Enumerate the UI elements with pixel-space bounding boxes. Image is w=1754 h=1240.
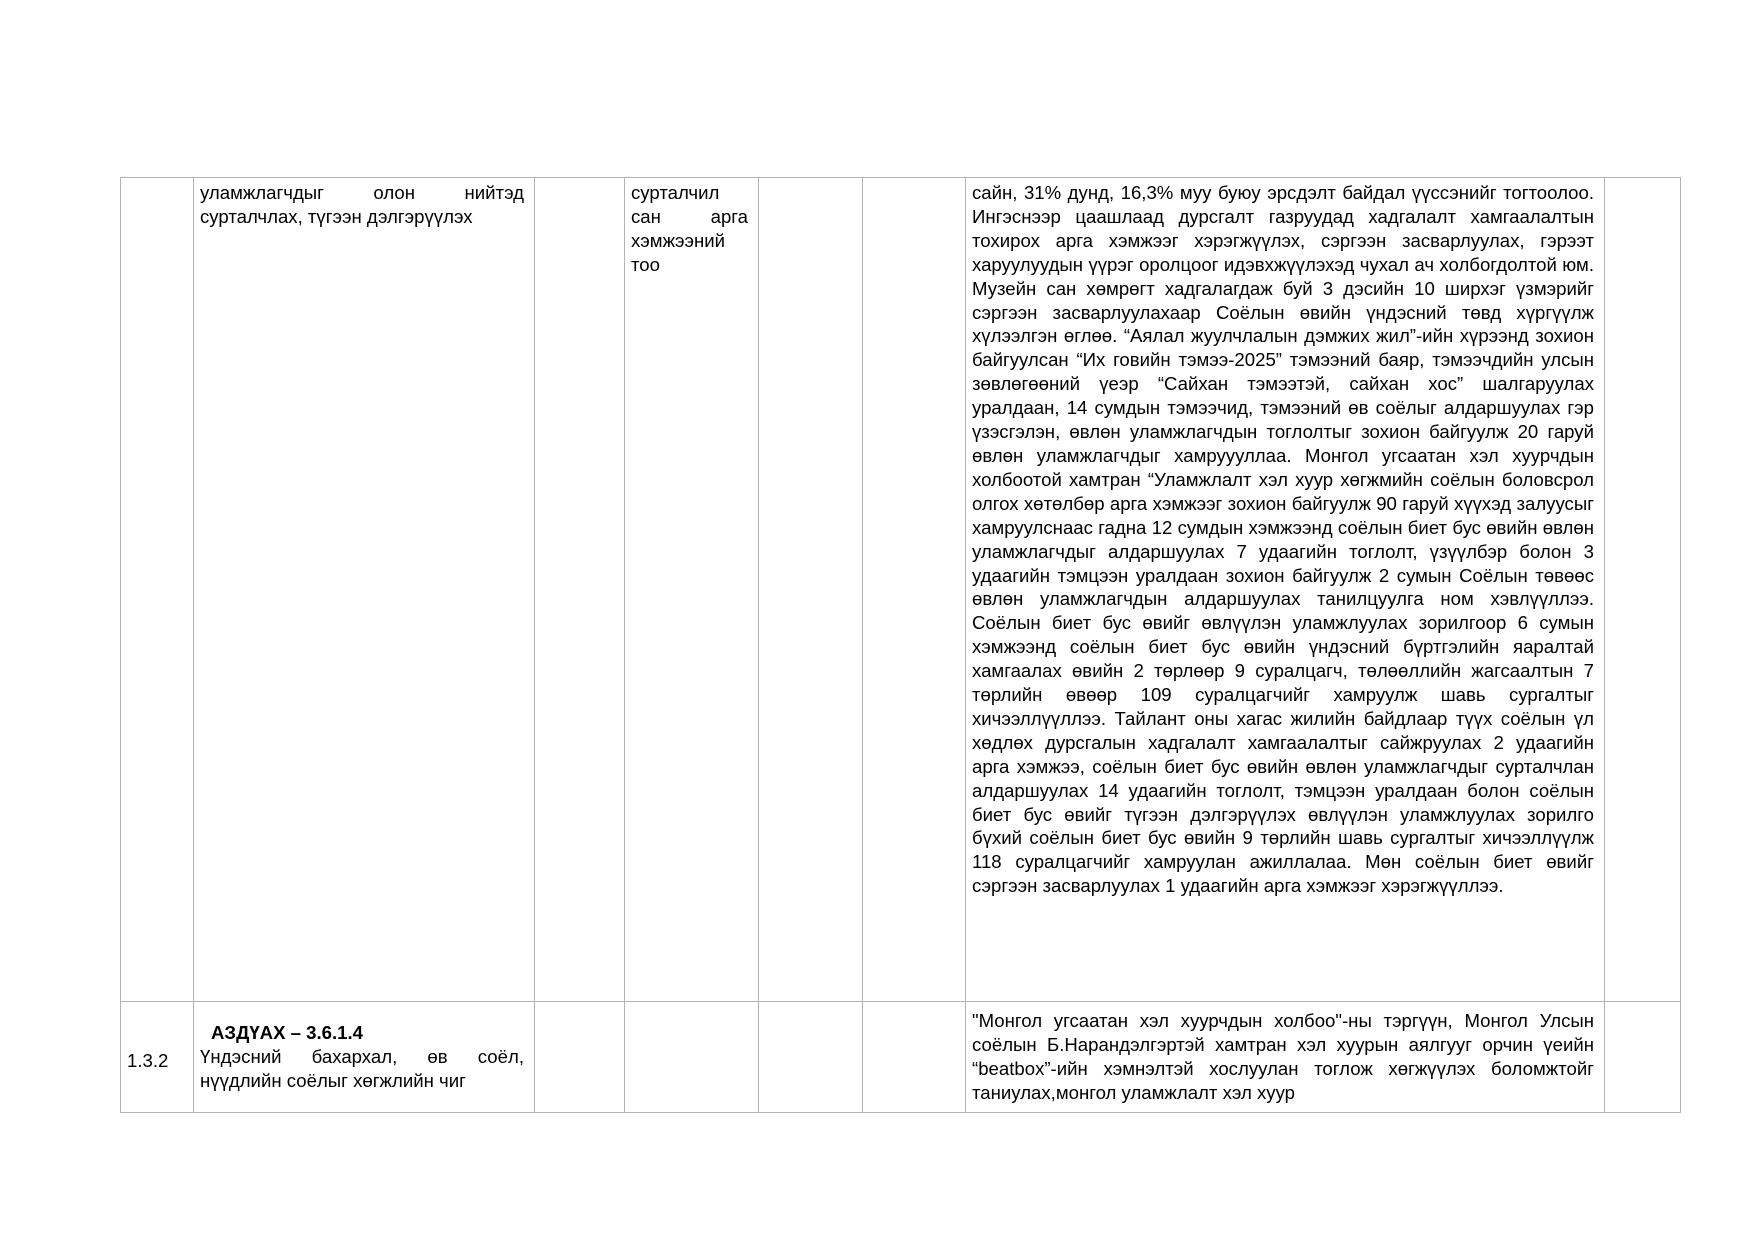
spacer: [200, 1009, 524, 1021]
empty-cell: [535, 178, 625, 1002]
indicator-cell: [625, 178, 759, 1002]
task-cell: [194, 178, 535, 1002]
empty-cell: [759, 178, 863, 1002]
table-row: [121, 1002, 1681, 1113]
row-number-cell: [121, 178, 194, 1002]
report-cell: [966, 1002, 1605, 1113]
empty-cell: [863, 1002, 966, 1113]
empty-cell: [625, 1002, 759, 1113]
task-code: АЗДҮАХ – 3.6.1.4: [211, 1022, 364, 1043]
row-number: 1.3.2: [127, 1049, 169, 1071]
report-cell: [966, 178, 1605, 1002]
task-text: уламжлагчдыг олон нийтэд сурталчлах, түгээн дэлгэрүүлэх: [200, 182, 524, 227]
empty-cell: [1605, 1002, 1681, 1113]
task-text: Үндэсний бахархал, өв соёл, нүүдлийн соёлыг хөгжлийн чиг: [200, 1045, 524, 1091]
empty-cell: [1605, 178, 1681, 1002]
empty-cell: [535, 1002, 625, 1113]
indicator-text: сурталчил сан арга хэмжээний тоо: [631, 182, 748, 275]
task-cell: [194, 1002, 535, 1113]
report-text: "Монгол угсаатан хэл хуурчдын холбоо"-ны тэргүүн, Монгол Улсын соёлын Б.Нарандэлгэртэй хамтран хэл хуурын аялгууг орчин үеийн “beatbox”-ийн хэмнэлтэй хослуулан тоглож хөгжүүлэх боломжтойг таниулах,монгол уламжлалт хэл хуур: [972, 1010, 1594, 1103]
report-text: сайн, 31% дунд, 16,3% муу буюу эрсдэлт байдал үүссэнийг тогтоолоо. Ингэснээр цаашлаад дурсгалт газруудад хадгалалт хамгаалалтын тохирох арга хэмжээг хэрэгжүүлэх, сэргээн засварлуулах, гэрээт харуулуудын үүрэг оролцоог идэвхжүүлэхэд чухал ач холбогдолтой юм. Музейн сан хөмрөгт хадгалагдаж буй 3 дэсийн 10 ширхэг үзмэрийг сэргээн засварлуулахаар Соёлын өвийн үндэсний төвд хүргүүлж хүлээлгэн өглөө. “Аялал жуулчлалын дэмжих жил”-ийн хүрээнд зохион байгуулсан “Их говийн тэмээ-2025” тэмээний баяр, тэмээчдийн улсын зөвлөгөөний үеэр “Сайхан тэмээтэй, сайхан хос” шалгаруулах уралдаан, 14 сумдын тэмээчид, тэмээний өв соёлыг алдаршуулах гэр үзэсгэлэн, өвлөн уламжлагчдын тоглолтыг зохион байгуулж 20 гаруй өвлөн уламжлагчдыг хамруууллаа. Монгол угсаатан хэл хуурчдын холбоотой хамтран “Уламжлалт хэл хуур хөгжмийн соёлын боловсрол олгох хөтөлбөр арга хэмжээг зохион байгуулж 90 гаруй хүүхэд залуусыг хамруулснаас гадна 12 сумдын хэмжээнд соёлын биет бус өвийн өвлөн уламжлагчдыг алдаршуулах 7 удаагийн тоглолт, үзүүлбэр болон 3 удаагийн тэмцээн уралдаан зохион байгуулж 2 сумын Соёлын төвөөс өвлөн уламжлагчдын алдаршуулах танилцуулга ном хэвлүүллээ. Соёлын биет бус өвийг өвлүүлэн уламжлуулах зорилгоор 6 сумын хэмжээнд соёлын биет бус өвийн үндэсний бүртгэлийн яаралтай хамгаалах өвийн 2 төрлөөр 9 суралцагч, төлөөллийн жагсаалтын 7 төрлийн өвөөр 109 суралцагчийг хамруулж шавь сургалтыг хичээллүүллээ. Тайлант оны хагас жилийн байдлаар түүх соёлын үл хөдлөх дурсгалын хадгалалт хамгаалалтыг сайжруулах 2 удаагийн арга хэмжээ, соёлын биет бус өвийн өвлөн уламжлагчдыг сурталчлан алдаршуулах 14 удаагийн тоглолт, тэмцээн уралдаан болон соёлын биет бус өвийг түгээн дэлгэрүүлэх өвлүүлэн уламжлуулах зорилго бүхий соёлын биет бус өвийн 9 төрлийн шавь сургалтыг хичээллүүлж 118 суралцагчийг хамруулан ажиллалаа. Мөн соёлын биет өвийг сэргээн засварлуулах 1 удаагийн арга хэмжээг хэрэгжүүллээ.: [972, 182, 1594, 897]
report-table: [120, 177, 1681, 1113]
empty-cell: [863, 178, 966, 1002]
row-number-cell: [121, 1002, 194, 1113]
empty-cell: [759, 1002, 863, 1113]
table-row: [121, 178, 1681, 1002]
